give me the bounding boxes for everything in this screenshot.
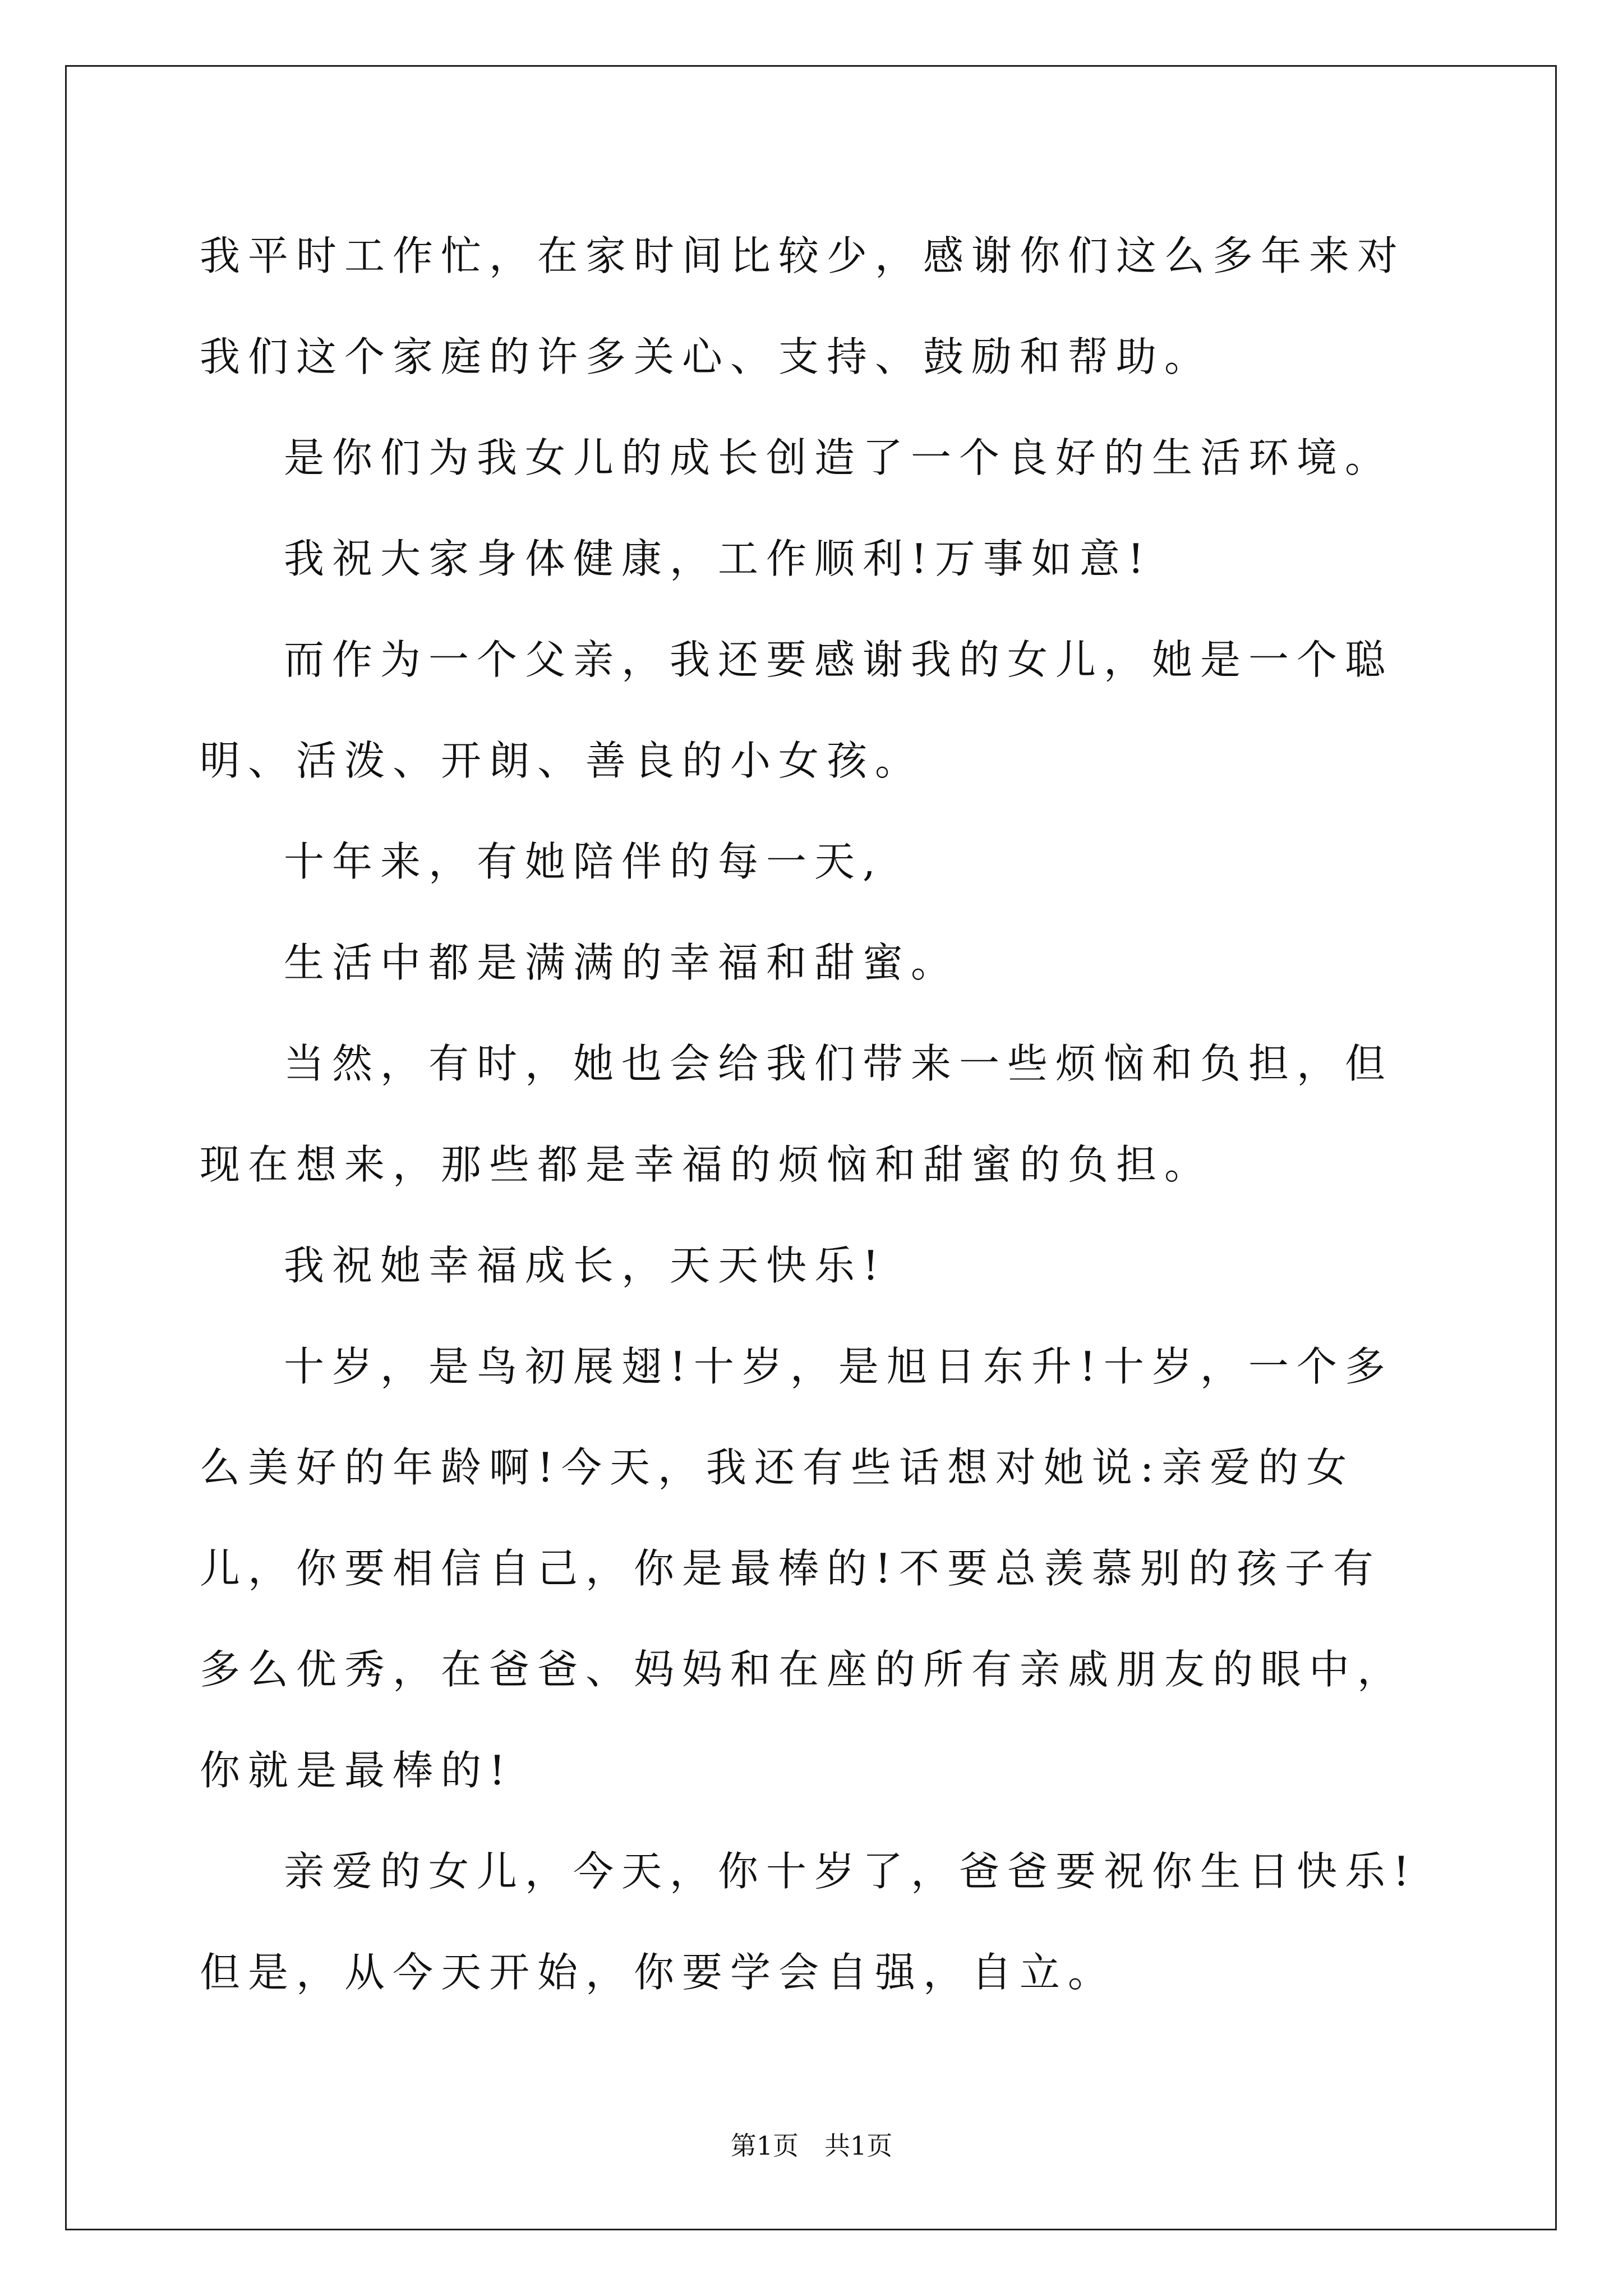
document-body: [200, 205, 1428, 2023]
paragraph-5: 十年来，有她陪伴的每一天,: [284, 838, 883, 885]
page-number: 第1页: [730, 2131, 799, 2161]
paragraph-2: 是你们为我女儿的成长创造了一个良好的生活环境。: [284, 434, 1394, 481]
paragraph-1: 我平时工作忙，在家时间比较少，感谢你们这么多年来对我们这个家庭的许多关心、支持、鼓励和帮助。: [200, 232, 1406, 380]
paragraph-6: 生活中都是满满的幸福和甜蜜。: [284, 939, 960, 986]
paragraph-3: 我祝大家身体健康，工作顺利!万事如意!: [284, 535, 1152, 582]
paragraph-9: 十岁，是鸟初展翅!十岁，是旭日东升!十岁，一个多么美好的年龄啊!今天，我还有些话想对她说:亲爱的女儿，你要相信自己，你是最棒的!不要总羡慕别的孩子有多么优秀，在爸爸、妈妈和在座的所有亲戚朋友的眼中，你就是最棒的!: [200, 1343, 1406, 1794]
paragraph-10: 亲爱的女儿，今天，你十岁了，爸爸要祝你生日快乐!但是，从今天开始，你要学会自强，自立。: [200, 1848, 1417, 1996]
paragraph-8: 我祝她幸福成长，天天快乐!: [284, 1242, 887, 1289]
page-total: 共1页: [824, 2131, 893, 2161]
page-footer: [0, 2129, 1623, 2162]
paragraph-7: 当然，有时，她也会给我们带来一些烦恼和负担，但现在想来，那些都是幸福的烦恼和甜蜜的负担。: [200, 1040, 1394, 1188]
paragraph-4: 而作为一个父亲，我还要感谢我的女儿，她是一个聪明、活泼、开朗、善良的小女孩。: [200, 636, 1394, 784]
